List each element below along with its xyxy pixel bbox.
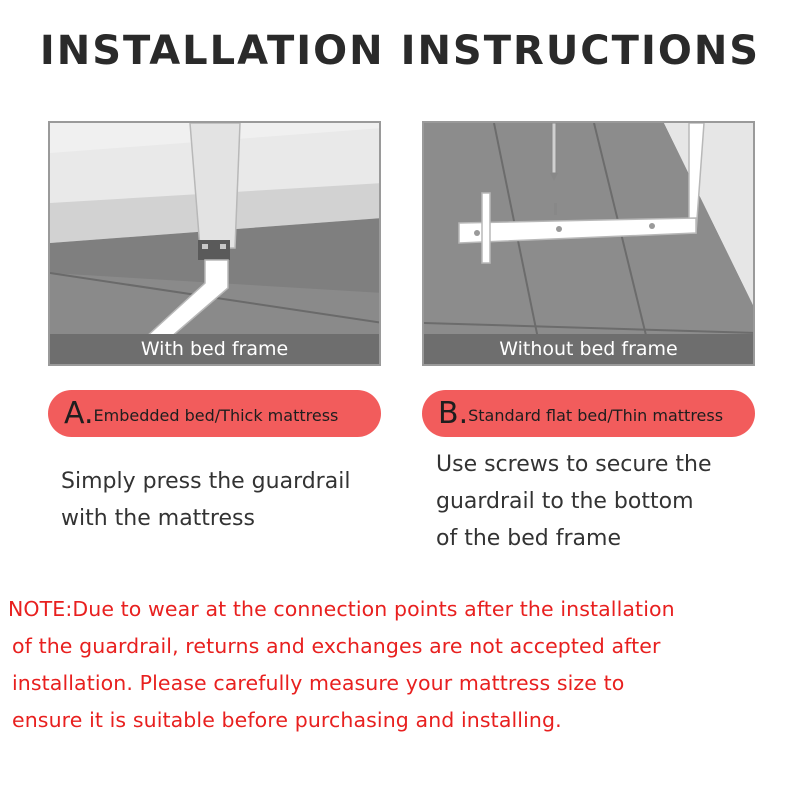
option-b-description xyxy=(436,446,712,557)
warning-note xyxy=(8,591,798,739)
panel-caption: Without bed frame xyxy=(424,334,753,364)
option-a-description xyxy=(61,463,350,537)
option-label: Embedded bed/Thick mattress xyxy=(93,406,339,425)
panel-caption: With bed frame xyxy=(50,334,379,364)
description-line: of the bed frame xyxy=(436,526,621,551)
bed-flat-screw-illustration xyxy=(424,123,755,366)
bed-frame-embedded-illustration xyxy=(50,123,381,366)
note-line: of the guardrail, returns and exchanges are not accepted after xyxy=(12,634,661,658)
option-a-badge xyxy=(48,390,381,437)
option-letter: A. xyxy=(64,396,94,431)
description-line: guardrail to the bottom xyxy=(436,489,694,514)
note-line: installation. Please carefully measure your mattress size to xyxy=(12,671,625,695)
note-line: NOTE:Due to wear at the connection points after the installation xyxy=(8,597,675,621)
option-label: Standard flat bed/Thin mattress xyxy=(468,406,724,425)
note-line: ensure it is suitable before purchasing and installing. xyxy=(12,708,562,732)
description-line: Use screws to secure the xyxy=(436,452,712,477)
illustration-with-bed-frame xyxy=(48,121,381,366)
description-line: with the mattress xyxy=(61,506,255,531)
option-letter: B. xyxy=(438,396,469,431)
description-line: Simply press the guardrail xyxy=(61,469,351,494)
illustration-without-bed-frame xyxy=(422,121,755,366)
option-b-badge xyxy=(422,390,755,437)
page-title: INSTALLATION INSTRUCTIONS xyxy=(39,28,761,74)
